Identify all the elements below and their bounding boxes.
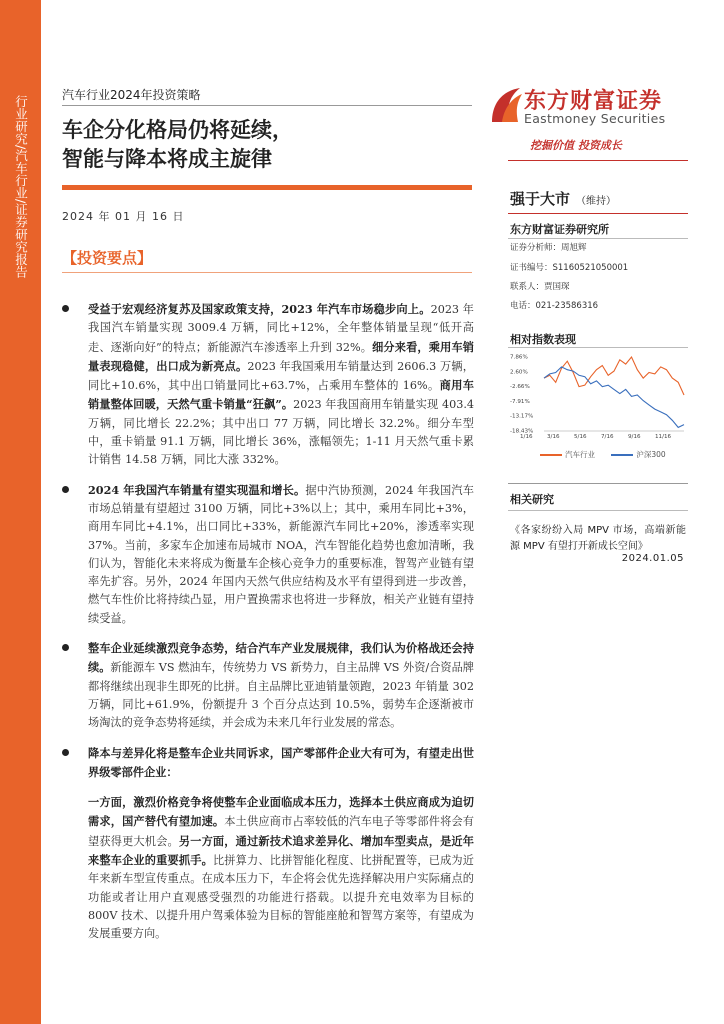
related-report-link[interactable]: 《各家纷纷入局 MPV 市场，高端新能源 MPV 有望打开新成长空间》	[510, 525, 686, 552]
bullet-icon	[62, 486, 69, 493]
side-label-2: 汽车行业	[13, 149, 29, 200]
title-line-2: 智能与降本将成主旋律	[62, 147, 272, 171]
legend-swatch-auto	[540, 454, 562, 456]
legend-swatch-hs300	[611, 454, 633, 456]
x-tick-label: 5/16	[574, 434, 587, 440]
key-point-4: 降本与差异化将是整车企业共同诉求，国产零部件企业大有可为，有望走出世界级零部件企业：	[62, 744, 474, 783]
side-label-3: 证券研究报告	[13, 203, 29, 279]
y-tick-label: 2.60%	[510, 369, 528, 376]
related-report-date: 2024.01.05	[621, 553, 684, 564]
key-point-2: 2024 年我国汽车销量有望实现温和增长。据中汽协预测，2024 年我国汽车市场总销量有望超过 3100 万辆，同比+3%以上；其中，乘用车同比+3%，商用车同比+4.1%，出口同比+33%，新能源汽车同比+20%，渗透率实现 37%。当前，多家车企加速布局城市 NOA，汽车智能化趋势也愈加清晰，我们认为，智能化未来将成为衡量车企核心竞争力的重要标准，智驾产业链有望率先扩容。另外，2024 年国内天然气供应结构及水平有望得到进一步改善，燃气车性价比将持续凸显，用户置换需求也将进一步释放，相关产业链有望持续受益。	[62, 481, 474, 628]
report-category: 汽车行业2024年投资策略	[62, 88, 201, 102]
title-line-1: 车企分化格局仍将延续，	[62, 118, 293, 142]
bullet-icon	[62, 749, 69, 756]
title-bar	[62, 185, 472, 190]
y-tick-label: -18.43%	[510, 428, 534, 435]
divider	[508, 347, 688, 348]
key-point-3: 整车企业延续激烈竞争态势，结合汽车产业发展规律，我们认为价格战还会持续。新能源车 VS 燃油车，传统势力 VS 新势力，自主品牌 VS 外资/合资品牌都将继续出现非生即死的比拼。自主品牌比亚迪销量领跑，2023 年销量 302 万辆，同比+61.9%，份额提升 3 个百分点达到 10.5%，弱势车企逐渐被市场淘汰的竞争态势将延续，并会成为未来几年行业发展的常态。	[62, 639, 474, 732]
x-tick-label: 1/16	[520, 434, 533, 440]
divider	[508, 238, 688, 239]
x-tick-label: 9/16	[628, 434, 641, 440]
legend-label-hs300: 沪深300	[636, 450, 666, 459]
side-label	[0, 95, 41, 325]
key-point-4-detail: 一方面，激烈价格竞争将使整车企业面临成本压力，选择本土供应商成为迫切需求，国产替代有望加速。本土供应商市占率较低的汽车电子等零部件将会有望获得更大机会。另一方面，通过新技术追求差异化、增加车型卖点，是近年来整车企业的重要抓手。比拼算力、比拼智能化程度、比拼配置等，已成为近年来新车型宣传重点。在成本压力下，车企将会优先选择解决用户实际痛点的功能或者让用户直观感受强烈的功能进行搭载。以提升充电效率为目标的 800V 技术、以提升用户驾乘体验为目标的智能座舱和智驾方案等，有望成为发展重要方向。	[88, 795, 474, 941]
series-line-hs300	[544, 367, 684, 428]
brand-name: 东方财富证券	[524, 89, 663, 114]
rating-note: （维持）	[576, 196, 617, 207]
certificate-number: 证书编号：S1160521050001	[510, 263, 629, 273]
analyst-name: 证券分析师：周旭辉	[510, 243, 587, 253]
contact-name: 联系人：贾国琛	[510, 282, 570, 292]
chart-legend	[540, 449, 666, 460]
x-tick-label: 11/16	[655, 434, 672, 440]
phone-number: 电话：021-23586316	[510, 301, 599, 311]
rating-label: 强于大市	[510, 190, 571, 208]
divider	[508, 213, 688, 214]
divider	[508, 160, 688, 161]
side-label-1: 行业研究	[13, 95, 29, 145]
y-tick-label: -7.91%	[510, 398, 530, 405]
bullet-icon	[62, 305, 69, 312]
perf-chart-title: 相对指数表现	[510, 333, 576, 346]
brand-slogan: 挖掘价值 投资成长	[530, 139, 622, 152]
related-heading: 相关研究	[510, 493, 554, 506]
x-tick-label: 3/16	[547, 434, 560, 440]
legend-label-auto: 汽车行业	[565, 450, 595, 459]
side-label-sep-2: /	[13, 199, 29, 204]
rating	[510, 188, 616, 209]
bullet-icon	[62, 644, 69, 651]
divider	[62, 105, 472, 106]
y-tick-label: 7.86%	[510, 354, 528, 361]
key-points-body	[62, 300, 474, 955]
brand-name-en: Eastmoney Securities	[524, 111, 666, 126]
y-tick-label: -13.17%	[510, 413, 534, 420]
institute-name: 东方财富证券研究所	[510, 223, 609, 236]
divider	[508, 483, 688, 484]
key-points-heading: 【投资要点】	[62, 249, 153, 267]
page-title	[62, 116, 482, 174]
side-label-sep-1: /	[13, 145, 29, 150]
key-point-1: 受益于宏观经济复苏及国家政策支持，2023 年汽车市场稳步向上。2023 年我国汽车销量实现 3009.4 万辆，同比+12%，全年整体销量呈现“低开高走、逐渐向好”的特点；新能源汽车渗透率上升到 32%。细分来看，乘用车销量表现稳健，出口成为新亮点。2023 年我国乘用车销量达到 2606.3 万辆，同比+10.6%，其中出口销量同比+63.7%，占乘用车整体的 16%。商用车销量整体回暖，天然气重卡销量“狂飙”。2023 年我国商用车销量实现 403.4 万辆，同比增长 22.2%；其中出口 77 万辆，同比增长 32.2%。细分车型中，重卡销量 91.1 万辆，同比增长 36%，涨幅领先；1-11 月天然气重卡累计销售 14.58 万辆，同比大涨 332%。	[62, 300, 474, 470]
divider	[62, 272, 472, 273]
report-date: 2024 年 01 月 16 日	[62, 210, 185, 223]
divider	[508, 510, 688, 511]
y-tick-label: -2.66%	[510, 384, 530, 391]
x-tick-label: 7/16	[601, 434, 614, 440]
